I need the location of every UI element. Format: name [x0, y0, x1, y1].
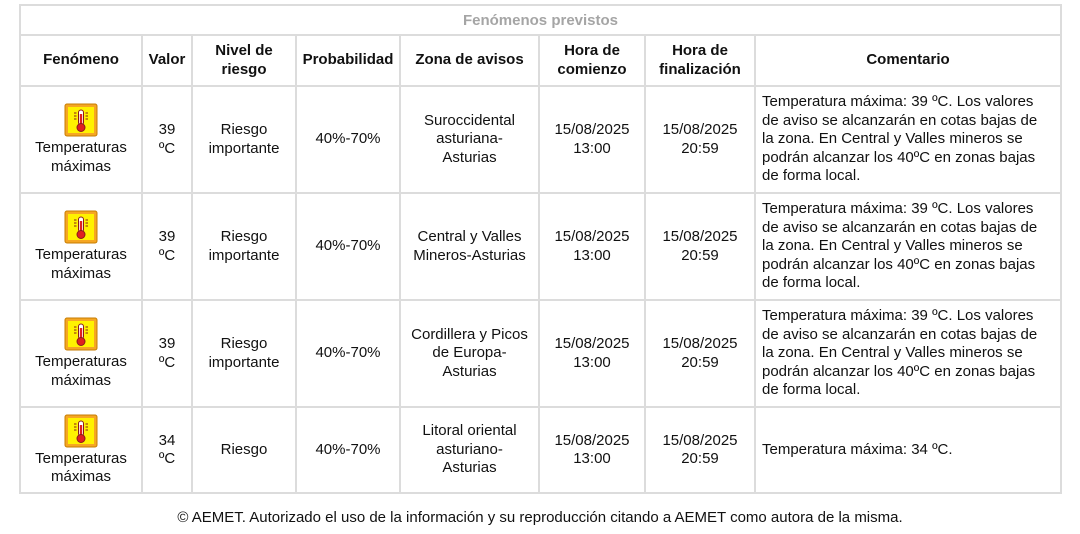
valor-number: 39: [158, 335, 176, 352]
fenomeno-line2: máximas: [50, 371, 111, 389]
zona-line3: Asturias: [442, 362, 497, 380]
fin-time: 20:59: [681, 353, 719, 371]
phenomena-table: [19, 4, 1062, 494]
comentario-line3: la zona. En Central y Valles mineros se: [762, 344, 1023, 362]
cell-comienzo: [539, 193, 645, 300]
thermometer-warning-icon: [64, 317, 98, 351]
valor-number: 34: [158, 431, 176, 449]
zona-line2: asturiano-: [436, 440, 503, 458]
comentario-line1: Temperatura máxima: 39 ºC. Los valores: [762, 307, 1034, 325]
fin-date: 15/08/2025: [662, 228, 738, 245]
header-nivel: [192, 35, 296, 86]
cell-comentario: [755, 86, 1061, 193]
cell-comentario: [755, 407, 1061, 493]
copyright-footer: © AEMET. Autorizado el uso de la información y su reproducción citando a AEMET como autora de la misma.: [177, 509, 903, 526]
cell-comentario: [755, 300, 1061, 407]
comienzo-date: 15/08/2025: [554, 431, 630, 449]
nivel-line2: importante: [208, 246, 280, 264]
cell-zona: [400, 193, 539, 300]
fenomeno-line2: máximas: [50, 157, 111, 175]
cell-probabilidad: 40%-70%: [296, 193, 400, 300]
valor-unit: ºC: [158, 450, 176, 467]
comentario-line3: la zona. En Central y Valles mineros se: [762, 237, 1023, 255]
comentario-line4: podrán alcanzar los 40ºC en zonas bajas: [762, 255, 1036, 273]
comentario-line3: la zona. En Central y Valles mineros se: [762, 130, 1023, 148]
fin-date: 15/08/2025: [662, 335, 738, 352]
cell-valor: [142, 193, 192, 300]
header-fin-line1: Hora de: [672, 42, 728, 59]
cell-fenomeno: [20, 86, 142, 193]
fin-time: 20:59: [681, 246, 719, 264]
zona-line1: Central y Valles: [417, 228, 522, 245]
comentario-line5: de forma local.: [762, 381, 861, 399]
cell-valor: [142, 86, 192, 193]
fenomeno-line1: Temperaturas: [35, 353, 127, 370]
nivel-line1: Riesgo: [220, 440, 268, 458]
comentario-line2: de aviso se alcanzarán en cotas bajas de: [762, 218, 1038, 236]
cell-probabilidad: 40%-70%: [296, 86, 400, 193]
cell-nivel: [192, 86, 296, 193]
cell-probabilidad: 40%-70%: [296, 407, 400, 493]
cell-fenomeno: [20, 407, 142, 493]
header-zona: Zona de avisos: [400, 35, 539, 86]
nivel-line1: Riesgo: [220, 228, 268, 245]
valor-number: 39: [158, 228, 176, 245]
comentario-line2: de aviso se alcanzarán en cotas bajas de: [762, 325, 1038, 343]
zona-line1: Litoral oriental: [422, 422, 517, 440]
table-row: [20, 407, 1061, 493]
zona-line1: Cordillera y Picos: [411, 325, 528, 343]
cell-comienzo: [539, 407, 645, 493]
thermometer-warning-icon: [64, 210, 98, 244]
cell-nivel: [192, 193, 296, 300]
zona-line2: de Europa-: [432, 344, 507, 362]
nivel-line1: Riesgo: [220, 335, 268, 352]
fin-date: 15/08/2025: [662, 121, 738, 138]
warnings-panel: [19, 4, 1060, 494]
thermometer-warning-icon: [64, 414, 98, 448]
cell-fin: [645, 300, 755, 407]
cell-probabilidad: 40%-70%: [296, 300, 400, 407]
table-row: [20, 193, 1061, 300]
zona-line3: Asturias: [442, 459, 497, 477]
comienzo-time: 13:00: [573, 246, 611, 264]
fenomeno-line2: máximas: [50, 468, 111, 485]
fin-date: 15/08/2025: [662, 431, 738, 449]
comienzo-time: 13:00: [573, 450, 611, 467]
valor-unit: ºC: [158, 246, 176, 264]
nivel-line2: importante: [208, 139, 280, 157]
cell-fenomeno: [20, 300, 142, 407]
cell-valor: [142, 407, 192, 493]
nivel-line2: importante: [208, 353, 280, 371]
header-valor: Valor: [142, 35, 192, 86]
header-comienzo-line2: comienzo: [557, 60, 627, 78]
comentario-line5: de forma local.: [762, 274, 861, 292]
table-row: [20, 300, 1061, 407]
cell-fin: [645, 86, 755, 193]
cell-comienzo: [539, 300, 645, 407]
comentario-line5: de forma local.: [762, 167, 861, 185]
fin-time: 20:59: [681, 450, 719, 467]
header-nivel-line2: riesgo: [221, 60, 267, 78]
comienzo-date: 15/08/2025: [554, 335, 630, 352]
cell-fin: [645, 407, 755, 493]
cell-nivel: [192, 300, 296, 407]
fenomeno-line2: máximas: [50, 264, 111, 282]
comentario-line2: de aviso se alcanzarán en cotas bajas de: [762, 111, 1038, 129]
comentario-line4: podrán alcanzar los 40ºC en zonas bajas: [762, 148, 1036, 166]
header-row: [20, 35, 1061, 86]
cell-zona: [400, 86, 539, 193]
thermometer-warning-icon: [64, 103, 98, 137]
header-comienzo: [539, 35, 645, 86]
fenomeno-line1: Temperaturas: [35, 139, 127, 156]
cell-comienzo: [539, 86, 645, 193]
cell-comentario: [755, 193, 1061, 300]
header-nivel-line1: Nivel de: [215, 42, 273, 59]
cell-nivel: [192, 407, 296, 493]
header-fin: [645, 35, 755, 86]
header-fenomeno: Fenómeno: [20, 35, 142, 86]
header-comentario: Comentario: [755, 35, 1061, 86]
zona-line1: Suroccidental: [424, 111, 515, 129]
cell-zona: [400, 407, 539, 493]
comentario-line1: Temperatura máxima: 34 ºC.: [762, 440, 953, 458]
valor-number: 39: [158, 121, 176, 138]
valor-unit: ºC: [158, 353, 176, 371]
nivel-line1: Riesgo: [220, 121, 268, 138]
header-fin-line2: finalización: [659, 60, 741, 78]
comentario-line1: Temperatura máxima: 39 ºC. Los valores: [762, 200, 1034, 218]
zona-line2: Mineros-Asturias: [413, 246, 526, 264]
cell-fenomeno: [20, 193, 142, 300]
cell-fin: [645, 193, 755, 300]
cell-valor: [142, 300, 192, 407]
fenomeno-line1: Temperaturas: [35, 449, 127, 467]
comienzo-date: 15/08/2025: [554, 121, 630, 138]
zona-line2: asturiana-: [436, 130, 503, 148]
comienzo-time: 13:00: [573, 353, 611, 371]
comienzo-date: 15/08/2025: [554, 228, 630, 245]
fenomeno-line1: Temperaturas: [35, 246, 127, 263]
cell-zona: [400, 300, 539, 407]
comienzo-time: 13:00: [573, 139, 611, 157]
zona-line3: Asturias: [442, 148, 497, 166]
comentario-line1: Temperatura máxima: 39 ºC. Los valores: [762, 93, 1034, 111]
table-row: [20, 86, 1061, 193]
comentario-line4: podrán alcanzar los 40ºC en zonas bajas: [762, 362, 1036, 380]
table-caption: Fenómenos previstos: [19, 4, 1062, 34]
header-probabilidad: Probabilidad: [296, 35, 400, 86]
header-comienzo-line1: Hora de: [564, 42, 620, 59]
fin-time: 20:59: [681, 139, 719, 157]
valor-unit: ºC: [158, 139, 176, 157]
